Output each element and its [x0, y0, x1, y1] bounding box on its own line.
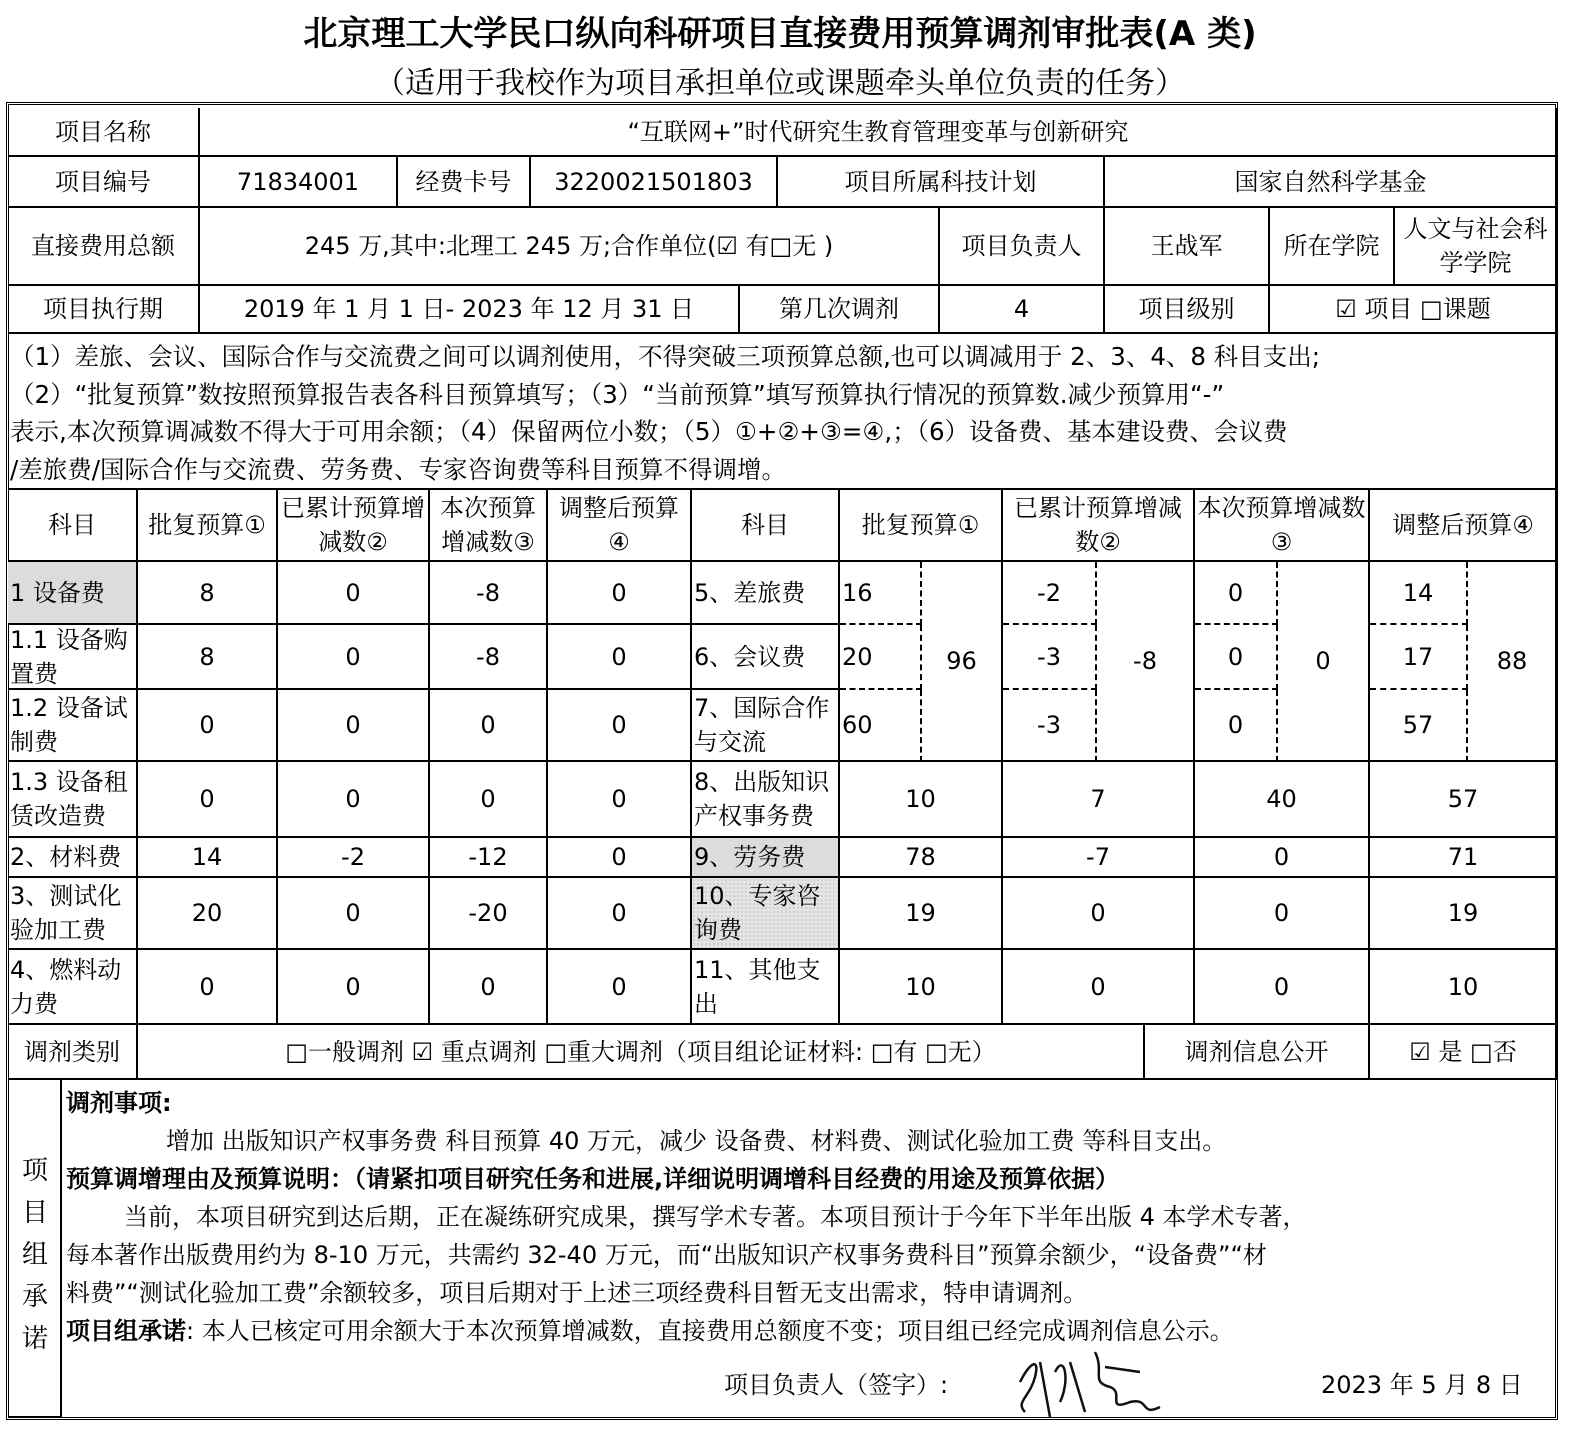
value-cell: -2	[1003, 562, 1097, 625]
value-cell: 19	[1370, 878, 1558, 950]
reason-line: 料费”“测试化验加工费”余额较多，项目后期对于上述三项经费科目暂无支出需求，特申请调剂。	[66, 1279, 1088, 1307]
subject-cell: 2、材料费	[8, 838, 138, 878]
college-label: 所在学院	[1270, 208, 1395, 286]
round-label: 第几次调剂	[740, 286, 940, 334]
value-cell: 0	[548, 950, 692, 1025]
group-total-cell: 88	[1468, 562, 1558, 762]
value-cell: -2	[278, 838, 430, 878]
header-right: 已累计预算增减数②	[1003, 490, 1195, 562]
value-cell: 0	[548, 878, 692, 950]
total-label: 直接费用总额	[8, 208, 200, 286]
value-cell: 14	[138, 838, 278, 878]
header-left: 批复预算①	[138, 490, 278, 562]
form-title: 北京理工大学民口纵向科研项目直接费用预算调剂审批表(A 类)	[303, 14, 1257, 54]
value-cell: 0	[548, 838, 692, 878]
value-cell: -8	[430, 625, 548, 690]
value-cell: 57	[1370, 762, 1558, 838]
value-cell: 0	[278, 690, 430, 762]
disclose-label: 调剂信息公开	[1145, 1025, 1370, 1080]
value-cell: 8	[138, 625, 278, 690]
adjust-type-label: 调剂类别	[8, 1025, 138, 1080]
value-cell: 10	[1370, 950, 1558, 1025]
plan-label: 项目所属科技计划	[778, 157, 1105, 208]
value-cell: -20	[430, 878, 548, 950]
reason-heading: 预算调增理由及预算说明：（请紧扣项目研究任务和进展,详细说明调增科目经费的用途及预算依据）	[66, 1165, 1120, 1193]
total-value: 245 万,其中:北理工 245 万;合作单位(☑ 有□无 )	[200, 208, 940, 286]
value-cell: 0	[1003, 878, 1195, 950]
value-cell: 0	[548, 625, 692, 690]
value-cell: 0	[1003, 950, 1195, 1025]
reason-line: 每本著作出版费用约为 8-10 万元，共需约 32-40 万元，而“出版知识产权事务费科目”预算余额少，“设备费”“材	[66, 1241, 1267, 1269]
period-value: 2019 年 1 月 1 日- 2023 年 12 月 31 日	[200, 286, 740, 334]
subject-cell: 10、专家咨询费	[692, 878, 840, 950]
value-cell: 0	[1195, 562, 1278, 625]
value-cell: 0	[548, 690, 692, 762]
level-label: 项目级别	[1105, 286, 1270, 334]
group-total-cell: 0	[1278, 562, 1370, 762]
value-cell: 60	[840, 690, 922, 762]
value-cell: 16	[840, 562, 922, 625]
subject-cell: 1.2 设备试制费	[8, 690, 138, 762]
subject-cell: 7、国际合作与交流	[692, 690, 840, 762]
reason-line: 当前，本项目研究到达后期，正在凝练研究成果，撰写学术专著。本项目预计于今年下半年出版 4 本学术专著，	[124, 1203, 1307, 1231]
subject-cell: 1 设备费	[8, 562, 138, 625]
value-cell: 0	[430, 690, 548, 762]
college-value: 人文与社会科学学院	[1395, 208, 1558, 286]
value-cell: 17	[1370, 625, 1468, 690]
signature-label: 项目负责人（签字）:	[724, 1371, 949, 1399]
disclose-options[interactable]: ☑ 是 □否	[1370, 1025, 1558, 1080]
value-cell: 0	[138, 950, 278, 1025]
value-cell: 0	[278, 950, 430, 1025]
header-right: 调整后预算④	[1370, 490, 1558, 562]
value-cell: 0	[278, 562, 430, 625]
commitment-section	[66, 1084, 1556, 1406]
value-cell: 40	[1195, 762, 1370, 838]
value-cell: 0	[138, 690, 278, 762]
card-no-label: 经费卡号	[398, 157, 531, 208]
subject-cell: 9、劳务费	[692, 838, 840, 878]
level-value[interactable]: ☑ 项目 □课题	[1270, 286, 1558, 334]
subject-cell: 11、其他支出	[692, 950, 840, 1025]
round-value: 4	[940, 286, 1105, 334]
project-no-label: 项目编号	[8, 157, 200, 208]
value-cell: -7	[1003, 838, 1195, 878]
value-cell: 0	[548, 562, 692, 625]
subject-cell: 4、燃料动力费	[8, 950, 138, 1025]
subject-cell: 8、出版知识产权事务费	[692, 762, 840, 838]
value-cell: 8	[138, 562, 278, 625]
adjust-type-options[interactable]: □一般调剂 ☑ 重点调剂 □重大调剂（项目组论证材料: □有 □无）	[138, 1025, 1145, 1080]
value-cell: 0	[1195, 690, 1278, 762]
matter-text: 增加 出版知识产权事务费 科目预算 40 万元，减少 设备费、材料费、测试化验加工费 等科目支出。	[166, 1127, 1227, 1155]
value-cell: -3	[1003, 690, 1097, 762]
value-cell: 20	[840, 625, 922, 690]
value-cell: 19	[840, 878, 1003, 950]
sign-date: 2023 年 5 月 8 日	[1321, 1371, 1523, 1399]
value-cell: 0	[1195, 950, 1370, 1025]
commitment-side-label: 项目组承诺	[21, 1156, 48, 1354]
group-total-cell: -8	[1097, 562, 1195, 762]
subject-cell: 6、会议费	[692, 625, 840, 690]
value-cell: 10	[840, 762, 1003, 838]
value-cell: 0	[278, 762, 430, 838]
form-subtitle: （适用于我校作为项目承担单位或课题牵头单位负责的任务）	[375, 66, 1185, 101]
value-cell: 0	[430, 762, 548, 838]
value-cell: 0	[430, 950, 548, 1025]
value-cell: 78	[840, 838, 1003, 878]
value-cell: 71	[1370, 838, 1558, 878]
instructions	[10, 338, 1558, 488]
value-cell: 14	[1370, 562, 1468, 625]
value-cell: 0	[278, 878, 430, 950]
value-cell: 10	[840, 950, 1003, 1025]
value-cell: -12	[430, 838, 548, 878]
value-cell: 0	[548, 762, 692, 838]
instruction-line: 表示,本次预算调减数不得大于可用余额；（4）保留两位小数；（5）①+②+③=④,；（6）设备费、基本建设费、会议费	[10, 417, 1288, 446]
value-cell: 0	[278, 625, 430, 690]
project-name-label: 项目名称	[8, 108, 200, 157]
value-cell: 0	[1195, 838, 1370, 878]
value-cell: 7	[1003, 762, 1195, 838]
header-left: 已累计预算增减数②	[278, 490, 430, 562]
project-name-value: “互联网+”时代研究生教育管理变革与创新研究	[200, 108, 1558, 157]
header-left: 调整后预算④	[548, 490, 692, 562]
instruction-line: （2）“批复预算”数按照预算报告表各科目预算填写；（3）“当前预算”填写预算执行情况的预算数.减少预算用“-”	[10, 379, 1225, 409]
header-right: 本次预算增减数③	[1195, 490, 1370, 562]
value-cell: 0	[138, 762, 278, 838]
plan-value: 国家自然科学基金	[1105, 157, 1558, 208]
header-left: 本次预算增减数③	[430, 490, 548, 562]
subject-cell: 3、测试化验加工费	[8, 878, 138, 950]
handwritten-signature	[1010, 1342, 1170, 1422]
subject-cell: 5、差旅费	[692, 562, 840, 625]
promise-heading: 项目组承诺	[66, 1317, 186, 1345]
subject-cell: 1.3 设备租赁改造费	[8, 762, 138, 838]
value-cell: 0	[1195, 625, 1278, 690]
instruction-line: /差旅费/国际合作与交流费、劳务费、专家咨询费等科目预算不得调增。	[10, 454, 787, 484]
header-right: 批复预算①	[840, 490, 1003, 562]
subject-cell: 1.1 设备购置费	[8, 625, 138, 690]
value-cell: -8	[430, 562, 548, 625]
value-cell: 0	[1195, 878, 1370, 950]
value-cell: -3	[1003, 625, 1097, 690]
header-left: 科目	[8, 490, 138, 562]
period-label: 项目执行期	[8, 286, 200, 334]
header-right: 科目	[692, 490, 840, 562]
group-total-cell: 96	[922, 562, 1003, 762]
leader-value: 王战军	[1105, 208, 1270, 286]
card-no-value: 3220021501803	[531, 157, 778, 208]
value-cell: 20	[138, 878, 278, 950]
instruction-line: （1）差旅、会议、国际合作与交流费之间可以调剂使用，不得突破三项预算总额,也可以调减用于 2、3、4、8 科目支出;	[10, 342, 1321, 371]
value-cell: 57	[1370, 690, 1468, 762]
project-no-value: 71834001	[200, 157, 398, 208]
matter-heading: 调剂事项:	[66, 1089, 172, 1117]
promise-text: : 本人已核定可用余额大于本次预算增减数，直接费用总额度不变；项目组已经完成调剂信息公示。	[186, 1317, 1234, 1345]
leader-label: 项目负责人	[940, 208, 1105, 286]
